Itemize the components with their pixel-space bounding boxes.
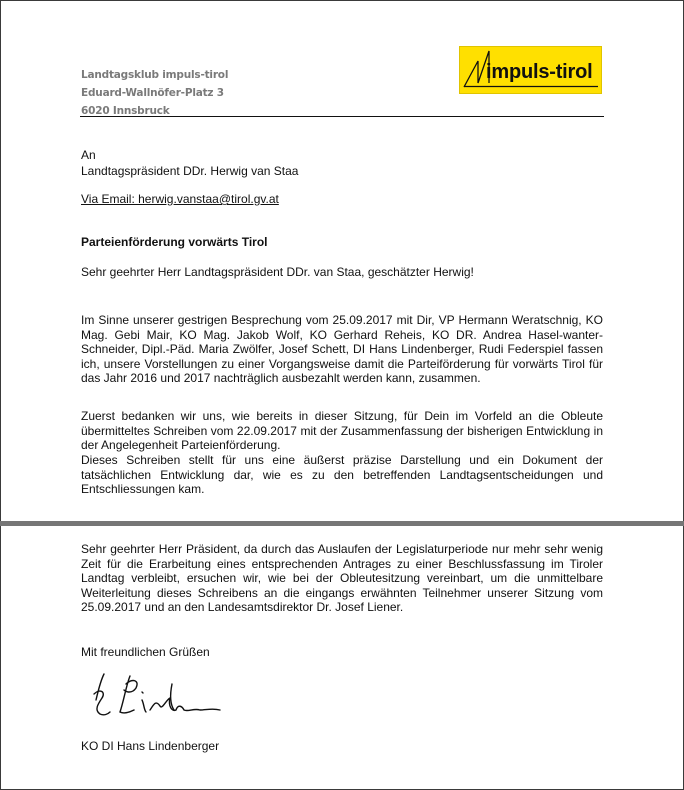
sender-street: Eduard-Wallnöfer-Platz 3 <box>81 87 224 99</box>
paragraph-4: Sehr geehrter Herr Präsident, da durch das Auslaufen der Legislaturperiode nur mehr sehr wenig Zeit für die Erarbeitung eines entsprechenden Antrages zu einer Beschlussfassung im Tiroler Landtag verbleibt, ersuchen wir, wie bei der Obleutesitzung vereinbart, um die unmittelbare Weiterleitung dieses Schreibens an die eingangs erwähnten Teilnehmer unserer Sitzung vom 25.09.2017 und an den Landesamtsdirektor Dr. Josef Liener. <box>81 542 603 615</box>
paragraph-2: Zuerst bedanken wir uns, wie bereits in dieser Sitzung, für Dein im Vorfeld an die Obleute übermitteltes Schreiben vom 22.09.2017 mit der Zusammenfassung der bisherigen Entwicklung in der Angelegenheit Parteienförderung. <box>81 409 603 453</box>
recipient-prefix: An <box>81 148 96 162</box>
impuls-tirol-logo <box>459 46 602 94</box>
recipient-name: Landtagspräsident DDr. Herwig van Staa <box>81 164 299 178</box>
header-divider <box>80 116 604 117</box>
letter-greeting: Sehr geehrter Herr Landtagspräsident DDr. van Staa, geschätzter Herwig! <box>81 265 474 279</box>
sender-city: 6020 Innsbruck <box>81 105 170 117</box>
letter-subject: Parteienförderung vorwärts Tirol <box>81 235 268 249</box>
recipient-email[interactable]: Via Email: herwig.vanstaa@tirol.gv.at <box>81 192 279 206</box>
sender-address <box>81 66 228 120</box>
paragraph-3: Dieses Schreiben stellt für uns eine äußerst präzise Darstellung und ein Dokument der tatsächlichen Entwicklung dar, wie es zu den betreffenden Landtagsentscheidungen und Entschliessungen kam. <box>81 453 603 497</box>
signature-icon <box>90 670 230 725</box>
page-separator <box>0 521 684 526</box>
letter-closing: Mit freundlichen Grüßen <box>81 645 210 659</box>
signatory-name: KO DI Hans Lindenberger <box>81 739 220 753</box>
logo-text: impuls-tirol <box>486 61 593 83</box>
paragraph-1: Im Sinne unserer gestrigen Besprechung vom 25.09.2017 mit Dir, VP Hermann Weratschnig, KO Mag. Gebi Mair, KO Mag. Jakob Wolf, KO Gerhard Reheis, KO DR. Andrea Hasel-wanter-Schneider, Dipl.-Päd. Maria Zwölfer, Josef Schett, DI Hans Lindenberger, Rudi Federspiel fassen ich, unsere Vorstellungen zu einer Vorgangsweise damit die Parteiförderung für vorwärts Tirol für das Jahr 2016 und 2017 nachträglich ausbezahlt werden kann, zusammen. <box>81 313 603 386</box>
sender-organization: Landtagsklub impuls-tirol <box>81 69 229 81</box>
